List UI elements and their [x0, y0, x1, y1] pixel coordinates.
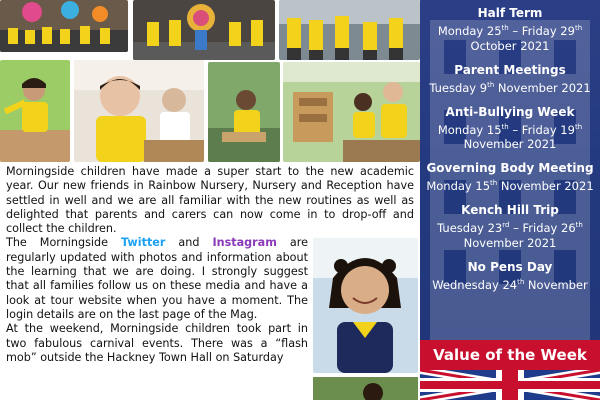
event-half-term: Half Term Monday 25th – Friday 29th October 2021 [437, 6, 583, 53]
twitter-link[interactable]: Twitter [121, 236, 166, 250]
union-flag-icon [420, 370, 600, 400]
article-para-3: At the weekend, Morningside children took part in two fabulous carnival events. There was a “flash mob” outside the Hackney Town Hall on Saturday [6, 322, 308, 364]
carnival-photo-2 [133, 0, 275, 60]
carnival-photo-3 [279, 0, 420, 60]
carnival-photo-1 [0, 0, 128, 52]
girl-portrait-photo [313, 238, 418, 373]
article-para-2: The Morningside Twitter and Instagram are regularly updated with photos and information about the learning that we are doing. I strongly suggest that all families follow us on these media and have a look at tour website when you have a moment. The login details are on the last page of the Mag. [6, 236, 308, 321]
event-parent-meetings: Parent Meetings Tuesday 9th November 2021 [429, 62, 591, 95]
event-governing-body-meeting: Governing Body Meeting Monday 15th November 2021 [426, 161, 594, 194]
event-no-pens-day: No Pens Day Wednesday 24th November [432, 260, 588, 292]
value-of-week-banner: Value of the Week [420, 340, 600, 370]
article-para-1: Morningside children have made a super start to the new academic year. Our new friends in Rainbow Nursery, Nursery and Reception have settled in well and we are all familiar with the new routines as well as delighted that parents and carers can now come in to drop-off and collect the children. [6, 165, 414, 236]
event-kench-hill-trip: Kench Hill Trip Tuesday 23rd – Friday 26th November 2021 [437, 203, 583, 251]
key-dates-panel [420, 0, 600, 400]
carnival-photo-bottom [313, 377, 418, 400]
instagram-link[interactable]: Instagram [212, 236, 277, 250]
wooden-toys-photo [283, 62, 420, 162]
craft-photo [208, 62, 280, 162]
boy-portrait-photo [74, 60, 204, 162]
events-list [420, 6, 600, 302]
event-anti-bullying-week: Anti-Bullying Week Monday 15th – Friday 19th November 2021 [437, 104, 583, 152]
playground-photo [0, 60, 70, 162]
